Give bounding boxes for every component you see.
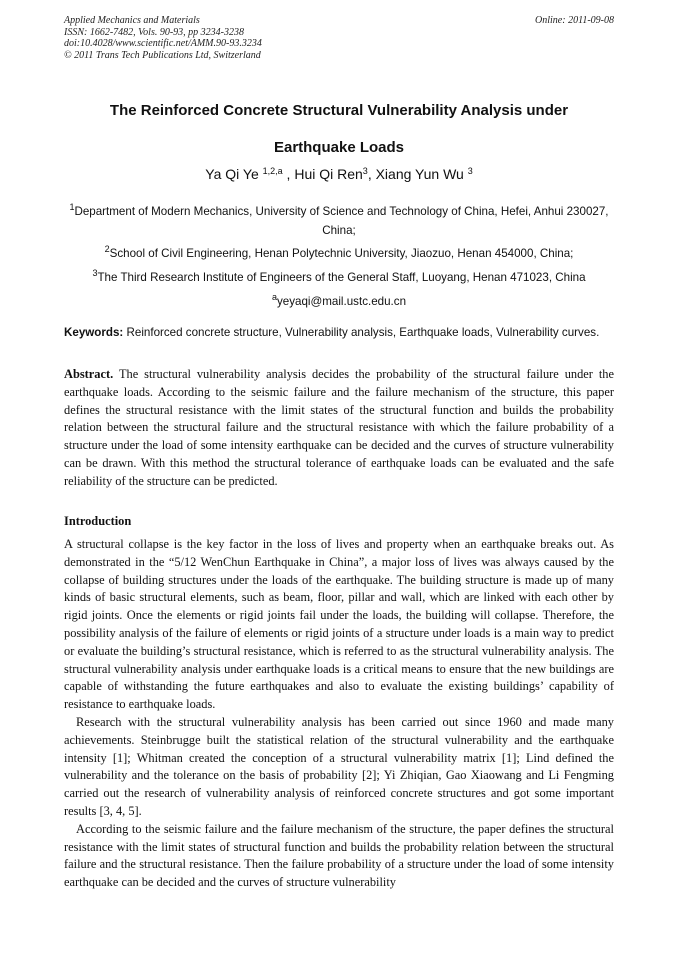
affiliation-sup: 3 [92, 268, 98, 278]
online-date: Online: 2011-09-08 [535, 15, 614, 26]
affiliation-1 [64, 202, 614, 240]
email-address[interactable]: yeyaqi@mail.ustc.edu.cn [276, 295, 407, 308]
abstract-section [64, 366, 614, 491]
paragraph: Research with the structural vulnerability analysis has been carried out since 1960 and made many achievements. Steinbrugge built the statistical relation of the structural vulnerability and the earthquake intensity [1]; Whitman created the conception of a structural vulnerability matrix [1]; Lind defined the vulnerability and the tolerance on the basis of probability [2]; Yi Zhiqian, Gao Xiaowang and Li Fengming carried out the research of vulnerability analysis of reinforced concrete structures and got some important results [3, 4, 5]. [64, 714, 614, 818]
title-line-2: Earthquake Loads [273, 139, 405, 156]
abstract-label: Abstract. [64, 367, 114, 381]
abstract-text: The structural vulnerability analysis decides the probability of the structural failure under the earthquake loads. According to the seismic failure and the failure mechanism of the structure, this paper defines the structural resistance with the limit states of the structural function and builds the probability relation between the structural failure and the structural resistance with which the failure probability of a structure under the load of some intensity earthquake can be decided and the curves of structure vulnerability can be drawn. With this method the structural tolerance of earthquake loads can be evaluated and the safe reliability of the structure can be predicted. [64, 367, 615, 488]
affiliation-3 [64, 268, 614, 287]
paragraph: A structural collapse is the key factor in the loss of lives and property when an earthquake breaks out. As demonstrated in the “5/12 WenChun Earthquake in China”, a major loss of lives was always caused by the collapse of building structures under the loads of the earthquake. The building structure is made up of many kinds of basic structural elements, such as beam, floor, pillar and wall, which are linked with each other by rigid joints. Once the elements or rigid joints fail under the loads, the building will collapse. Therefore, the possibility analysis of the failure of elements or rigid joints of a structure under loads is a main way to predict or evaluate the building’s structural resistance, which is referred to as the structural vulnerability analysis. The structural vulnerability analysis under earthquake loads is a critical means to ensure that the new buildings are capable of withstanding the future earthquakes and also to evaluate the existing buildings’ capability of resistance to earthquake loads. [64, 537, 614, 712]
paragraph: According to the seismic failure and the failure mechanism of the structure, the paper defines the structural resistance with the limit states of structural function and builds the probability relation between the structural failure and the structural resistance. Then the failure probability of a structure under the load of some intensity earthquake can be decided and the curves of structure vulnerability [64, 821, 614, 890]
keywords-text: Reinforced concrete structure, Vulnerability analysis, Earthquake loads, Vulnerability curves. [126, 326, 600, 339]
copyright-line: © 2011 Trans Tech Publications Ltd, Switzerland [64, 49, 261, 61]
author-name: Hui Qi Ren [294, 166, 363, 182]
author-list: Ya Qi Ye $^{1,2,a}$ , Hui Qi Ren$^3$, Xiang Yun Wu $^3$ [205, 166, 473, 182]
affiliation-sup: 1 [69, 202, 75, 212]
affiliation-text: School of Civil Engineering, Henan Polytechnic University, Jiaozuo, Henan 454000, China; [109, 247, 574, 260]
keywords-label: Keywords: [64, 326, 124, 339]
email-line [64, 292, 614, 311]
author-sup: 1,2,a [262, 166, 283, 176]
affiliation-text: The Third Research Institute of Engineers of the General Staff, Luoyang, Henan 471023, China [97, 271, 586, 284]
doi-line: doi:10.4028/www.scientific.net/AMM.90-93.3234 [64, 38, 262, 49]
introduction-body [64, 536, 614, 892]
affiliation-sup: 2 [104, 244, 110, 254]
paper-title [64, 92, 614, 166]
author-sup: 3 [362, 166, 368, 176]
email-sup: a [271, 292, 277, 302]
journal-header [64, 15, 614, 61]
affiliation-2 [64, 244, 614, 263]
introduction-heading: Introduction [64, 514, 132, 528]
author-name: Xiang Yun Wu [375, 166, 464, 182]
keywords-section [64, 323, 614, 342]
journal-name: Applied Mechanics and Materials [64, 15, 200, 26]
affiliation-text: Department of Modern Mechanics, University of Science and Technology of China, Hefei, Anhui 230027, China; [74, 205, 609, 237]
title-line-1: The Reinforced Concrete Structural Vulnerability Analysis under [109, 102, 569, 119]
issn-line: ISSN: 1662-7482, Vols. 90-93, pp 3234-3238 [64, 26, 244, 38]
author-sup: 3 [467, 166, 473, 176]
author-name: Ya Qi Ye [205, 166, 259, 182]
